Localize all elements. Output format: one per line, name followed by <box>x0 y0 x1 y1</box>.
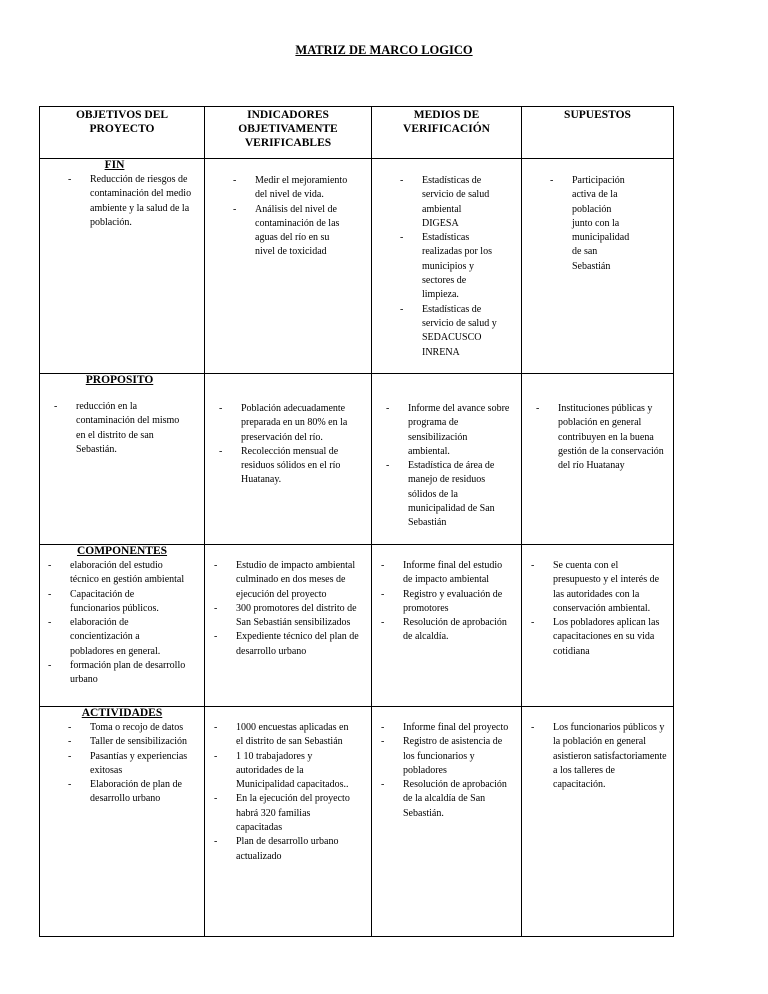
list-item: - elaboración del estudio técnico en gestión ambiental <box>70 559 186 588</box>
list-item: - Reducción de riesgos de contaminación del medio ambiente y la salud de la población. <box>90 173 198 230</box>
cell-medios <box>372 707 522 937</box>
cell-objetivos <box>40 159 205 374</box>
list-item: - Medir el mejoramiento del nivel de vida. <box>255 174 349 203</box>
list-item: - Toma o recojo de datos <box>90 721 190 735</box>
list-item: - Los funcionarios públicos y la población en general asistieron satisfactoriamente a los talleres de capacitación. <box>553 721 669 792</box>
section-label: COMPONENTES <box>76 545 168 557</box>
header-objetivos: OBJETIVOS DEL PROYECTO <box>40 107 205 159</box>
list-item: - Registro de asistencia de los funcionarios y pobladores <box>403 735 511 778</box>
list-item: - elaboración de concientización a pobladores en general. <box>70 616 186 659</box>
row-componentes <box>40 545 674 707</box>
list-item: - Capacitación de funcionarios públicos. <box>70 588 186 617</box>
section-label: ACTIVIDADES <box>81 707 163 719</box>
list-item: - Estudio de impacto ambiental culminado en dos meses de ejecución del proyecto <box>236 559 359 602</box>
list-item: - Análisis del nivel de contaminación de las aguas del río en su nivel de toxicidad <box>255 203 349 260</box>
list-item: - 1000 encuestas aplicadas en el distrito de san Sebastián <box>236 721 357 750</box>
list-item: - Pasantías y experiencias exitosas <box>90 750 190 779</box>
list-item: - Plan de desarrollo urbano actualizado <box>236 835 357 864</box>
list-item: - Informe final del proyecto <box>403 721 511 735</box>
list-item: - Se cuenta con el presupuesto y el interés de las autoridades con la conservación ambiental. <box>553 559 661 616</box>
row-proposito <box>40 374 674 545</box>
header-medios: MEDIOS DE VERIFICACIÓN <box>372 107 522 159</box>
cell-supuestos <box>522 707 674 937</box>
cell-objetivos <box>40 545 205 707</box>
list-item: - Instituciones públicas y población en general contribuyen en la buena gestión de la conservación del río Huatanay <box>558 402 669 473</box>
list-item: - Participación activa de la población junto con la municipalidad de san Sebastián <box>572 174 631 274</box>
cell-objetivos <box>40 374 205 545</box>
cell-medios <box>372 159 522 374</box>
cell-indicadores <box>205 545 372 707</box>
cell-supuestos <box>522 374 674 545</box>
list-item: - Resolución de aprobación de alcaldía. <box>403 616 513 645</box>
list-item: - Informe final del estudio de impacto ambiental <box>403 559 513 588</box>
list-item: - Elaboración de plan de desarrollo urbano <box>90 778 190 807</box>
list-item: - Resolución de aprobación de la alcaldía de San Sebastián. <box>403 778 511 821</box>
document-title: MATRIZ DE MARCO LOGICO <box>295 43 473 57</box>
list-item: - Estadísticas realizadas por los municipios y sectores de limpieza. <box>422 231 499 302</box>
list-item: - Población adecuadamente preparada en un 80% en la preservación del río. <box>241 402 359 445</box>
list-item: - En la ejecución del proyecto habrá 320 familias capacitadas <box>236 792 357 835</box>
list-item: - Estadísticas de servicio de salud ambiental DIGESA <box>422 174 499 231</box>
logframe-matrix <box>39 106 674 937</box>
list-item: - Los pobladores aplican las capacitaciones en su vida cotidiana <box>553 616 661 659</box>
row-fin <box>40 159 674 374</box>
list-item: - Recolección mensual de residuos sólidos en el río Huatanay. <box>241 445 359 488</box>
list-item: - 300 promotores del distrito de San Sebastián sensibilizados <box>236 602 359 631</box>
cell-indicadores <box>205 374 372 545</box>
cell-medios <box>372 374 522 545</box>
cell-supuestos <box>522 159 674 374</box>
section-label: FIN <box>104 159 125 171</box>
row-actividades <box>40 707 674 937</box>
list-item: - Expediente técnico del plan de desarrollo urbano <box>236 630 359 659</box>
cell-medios <box>372 545 522 707</box>
list-item: - 1 10 trabajadores y autoridades de la Municipalidad capacitados.. <box>236 750 357 793</box>
header-row <box>40 107 674 159</box>
section-label: PROPOSITO <box>85 374 154 386</box>
list-item: - Taller de sensibilización <box>90 735 190 749</box>
header-indicadores: INDICADORES OBJETIVAMENTE VERIFICABLES <box>205 107 372 159</box>
list-item: - Informe del avance sobre programa de sensibilización ambiental. <box>408 402 511 459</box>
list-item: - reducción en la contaminación del mismo en el distrito de san Sebastián. <box>76 400 184 457</box>
cell-objetivos <box>40 707 205 937</box>
list-item: - Estadísticas de servicio de salud y SEDACUSCO INRENA <box>422 303 499 360</box>
list-item: - Registro y evaluación de promotores <box>403 588 513 617</box>
list-item: - formación plan de desarrollo urbano <box>70 659 186 688</box>
cell-supuestos <box>522 545 674 707</box>
cell-indicadores <box>205 707 372 937</box>
header-supuestos: SUPUESTOS <box>522 107 674 159</box>
list-item: - Estadística de área de manejo de residuos sólidos de la municipalidad de San Sebastián <box>408 459 511 530</box>
cell-indicadores <box>205 159 372 374</box>
